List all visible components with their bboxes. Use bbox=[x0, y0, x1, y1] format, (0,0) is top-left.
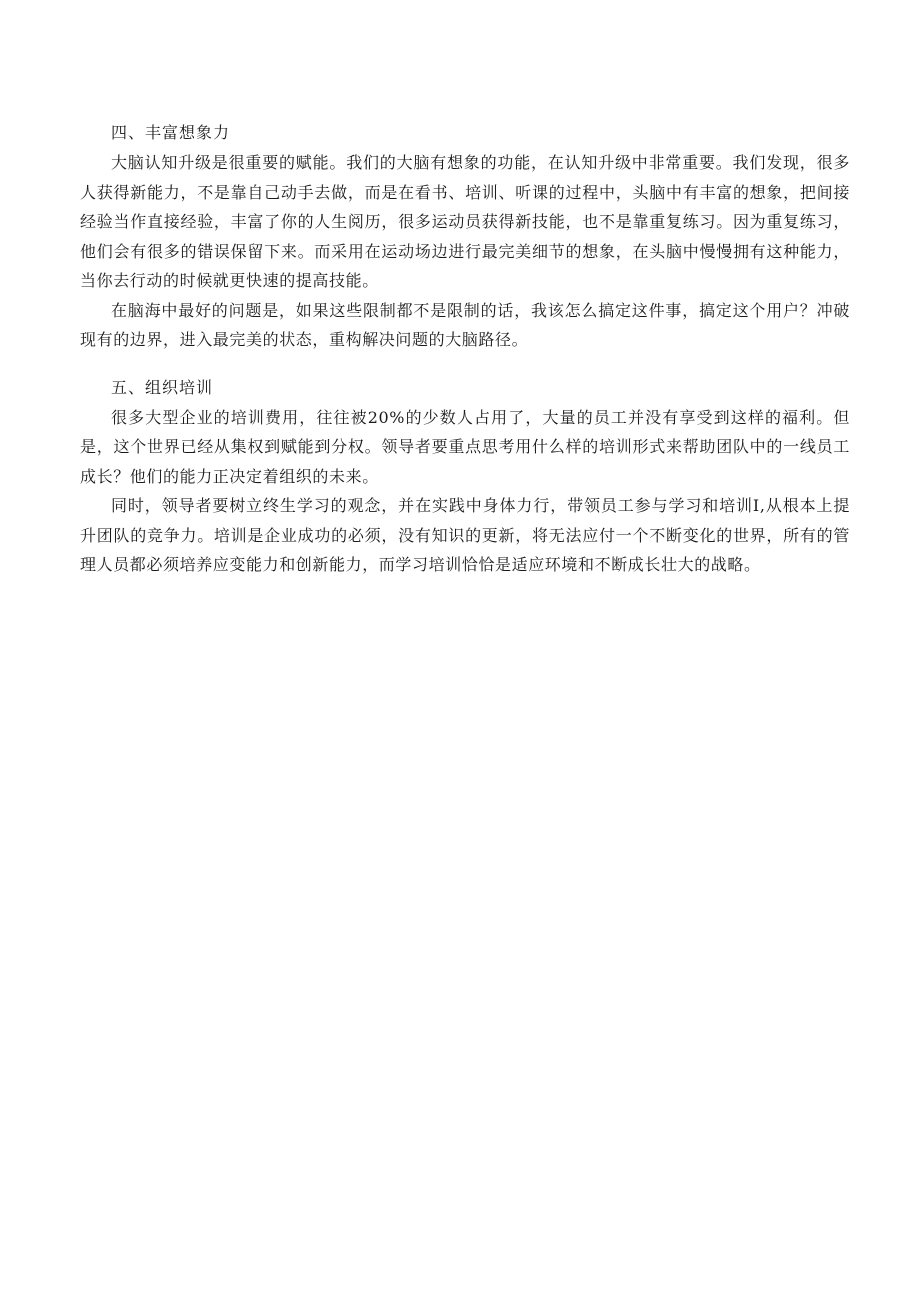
paragraph: 在脑海中最好的问题是，如果这些限制都不是限制的话，我该怎么搞定这件事，搞定这个用户？冲破现有的边界，进入最完美的状态，重构解决问题的大脑路径。 bbox=[80, 300, 850, 349]
paragraph: 大脑认知升级是很重要的赋能。我们的大脑有想象的功能，在认知升级中非常重要。我们发现，很多人获得新能力，不是靠自己动手去做，而是在看书、培训、听课的过程中，头脑中有丰富的想象，把间接经验当作直接经验，丰富了你的人生阅历，很多运动员获得新技能，也不是靠重复练习。因为重复练习，他们会有很多的错误保留下来。而采用在运动场边进行最完美细节的想象，在头脑中慢慢拥有这种能力，当你去行动的时候就更快速的提高技能。 bbox=[80, 153, 850, 290]
section-imagination bbox=[80, 118, 850, 355]
paragraph: 同时，领导者要树立终生学习的观念，并在实践中身体力行，带领员工参与学习和培训I,从根本上提升团队的竞争力。培训是企业成功的必须，没有知识的更新，将无法应付一个不断变化的世界，所有的管理人员都必须培养应变能力和创新能力，而学习培训恰恰是适应环境和不断成长壮大的战略。 bbox=[80, 496, 850, 574]
section-heading: 五、组织培训 bbox=[111, 377, 214, 397]
section-training bbox=[80, 373, 850, 580]
document-page bbox=[80, 118, 850, 580]
paragraph: 很多大型企业的培训费用，往往被20%的少数人占用了，大量的员工并没有享受到这样的福利。但是，这个世界已经从集权到赋能到分权。领导者要重点思考用什么样的培训形式来帮助团队中的一线员工成长？他们的能力正决定着组织的未来。 bbox=[80, 407, 850, 486]
section-heading: 四、丰富想象力 bbox=[111, 123, 231, 142]
